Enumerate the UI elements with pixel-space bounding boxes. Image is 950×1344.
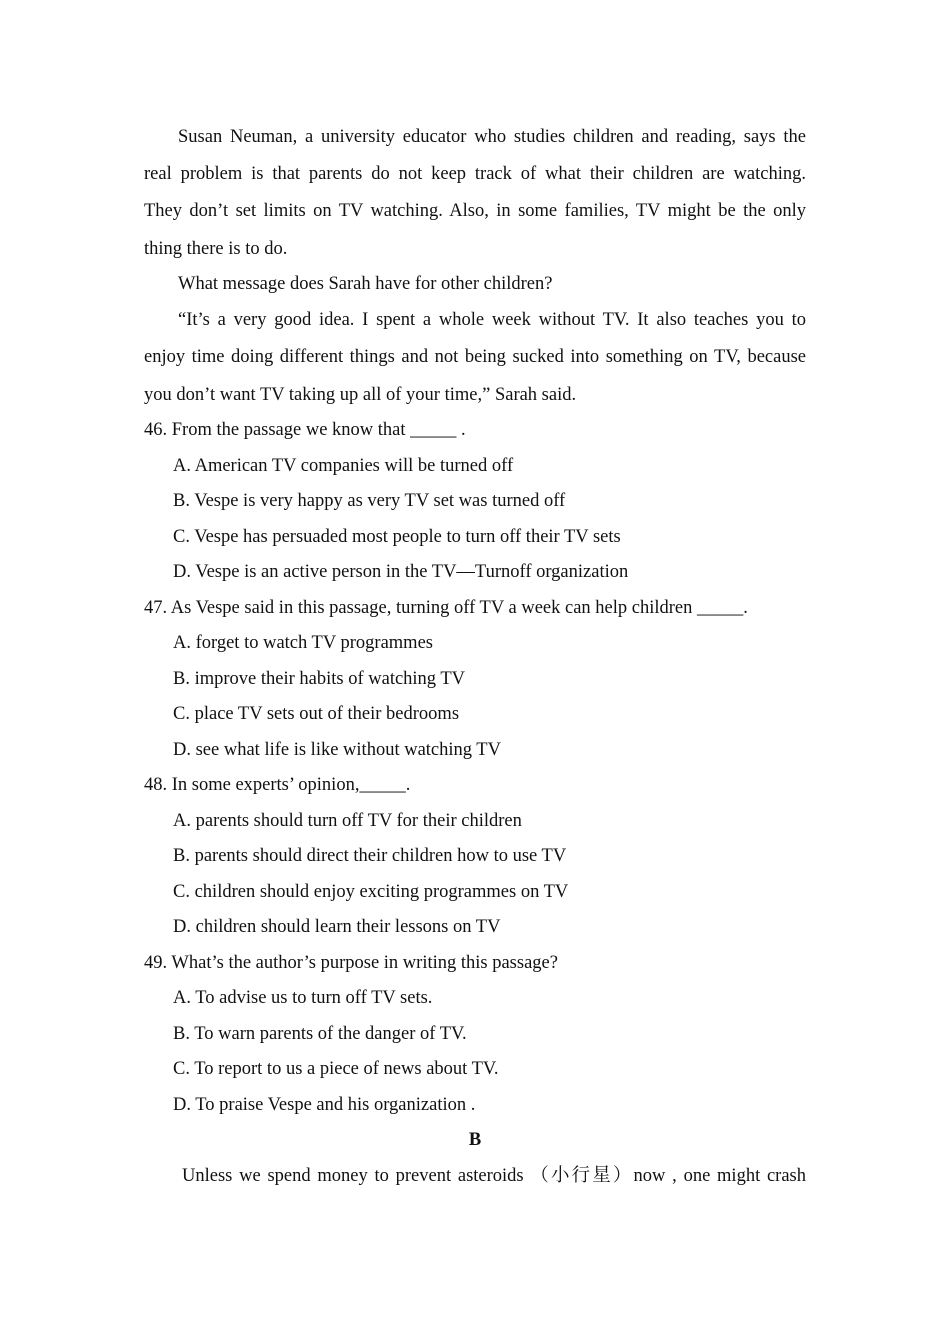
question-48-stem: 48. In some experts’ opinion,_____. (144, 775, 411, 795)
passage-paragraph-3-line-2: enjoy time doing different things and not being sucked into something on TV, because (144, 347, 806, 367)
question-49-option-c: C. To report to us a piece of news about TV. (173, 1059, 499, 1079)
question-48-option-c: C. children should enjoy exciting programmes on TV (173, 882, 569, 902)
section-b-first-line: Unless we spend money to prevent asteroids （小行星）now , one might crash (182, 1166, 806, 1186)
question-48-option-d: D. children should learn their lessons on TV (173, 917, 501, 937)
question-47-option-c: C. place TV sets out of their bedrooms (173, 704, 460, 724)
question-48-option-a: A. parents should turn off TV for their children (173, 811, 522, 831)
question-46-option-c: C. Vespe has persuaded most people to turn off their TV sets (173, 527, 621, 547)
passage-paragraph-3-line-1: “It’s a very good idea. I spent a whole week without TV. It also teaches you to (178, 310, 806, 330)
passage-paragraph-2: What message does Sarah have for other children? (178, 274, 553, 294)
passage-paragraph-1-line-3: They don’t set limits on TV watching. Also, in some families, TV might be the only (144, 201, 806, 221)
question-47-option-a: A. forget to watch TV programmes (173, 633, 433, 653)
question-49-stem: 49. What’s the author’s purpose in writing this passage? (144, 953, 558, 973)
question-46-option-d: D. Vespe is an active person in the TV—Turnoff organization (173, 562, 629, 582)
question-47-option-b: B. improve their habits of watching TV (173, 669, 466, 689)
question-49-option-d: D. To praise Vespe and his organization . (173, 1095, 476, 1115)
question-46-stem: 46. From the passage we know that _____ . (144, 420, 466, 440)
question-48-option-b: B. parents should direct their children how to use TV (173, 846, 567, 866)
passage-paragraph-3-line-3: you don’t want TV taking up all of your time,” Sarah said. (144, 385, 577, 405)
section-b-heading: B (468, 1130, 482, 1150)
question-47-stem: 47. As Vespe said in this passage, turning off TV a week can help children _____. (144, 598, 748, 618)
passage-paragraph-1-line-2: real problem is that parents do not keep track of what their children are watching. (144, 164, 806, 184)
passage-paragraph-1-line-4: thing there is to do. (144, 239, 288, 259)
question-49-option-a: A. To advise us to turn off TV sets. (173, 988, 433, 1008)
question-47-option-d: D. see what life is like without watching TV (173, 740, 501, 760)
question-46-option-b: B. Vespe is very happy as very TV set was turned off (173, 491, 566, 511)
passage-paragraph-1-line-1: Susan Neuman, a university educator who studies children and reading, says the (178, 127, 806, 147)
question-46-option-a: A. American TV companies will be turned off (173, 456, 514, 476)
question-49-option-b: B. To warn parents of the danger of TV. (173, 1024, 467, 1044)
